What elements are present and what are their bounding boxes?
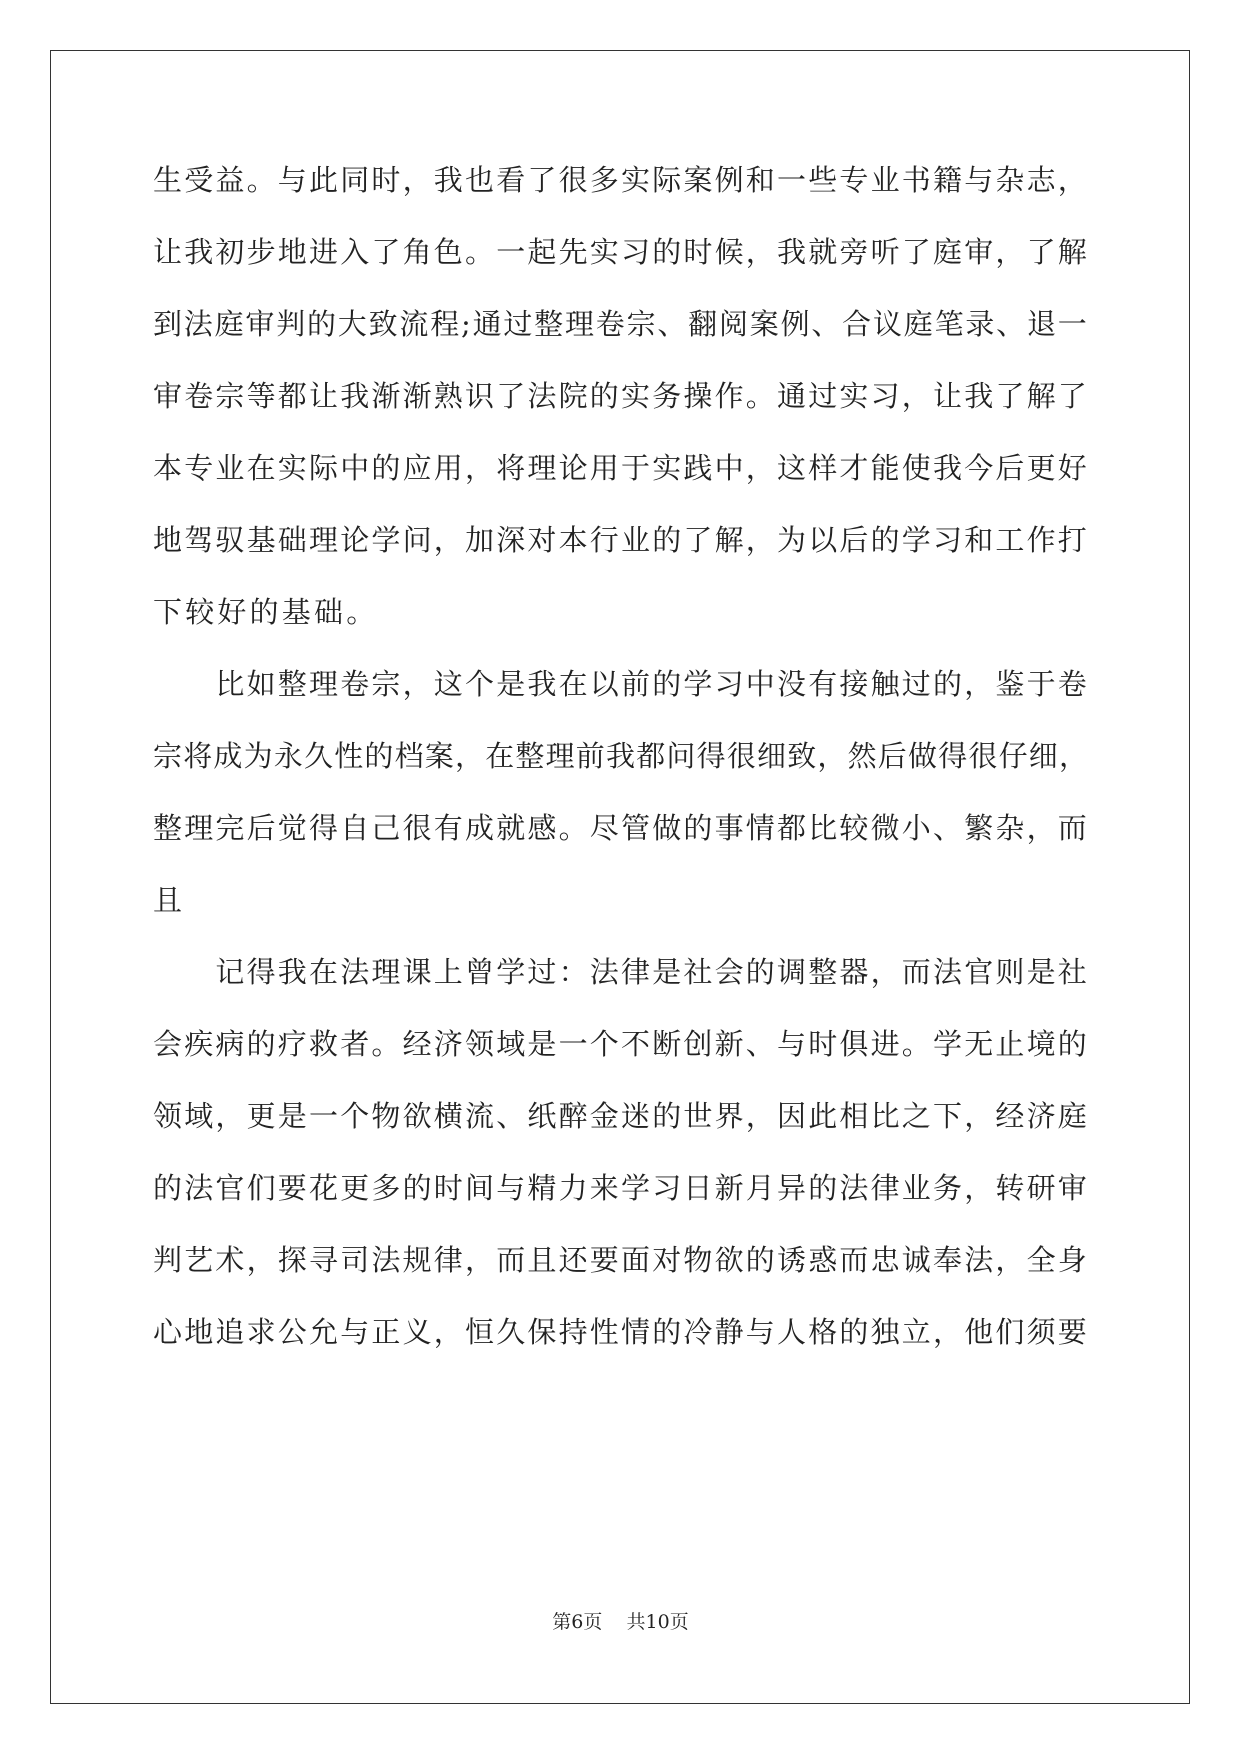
page-total: 共10页 [626, 1611, 689, 1633]
text-line: 整理完后觉得自己很有成就感。尽管做的事情都比较微小、繁杂，而 [153, 811, 1090, 845]
text-line: 判艺术，探寻司法规律，而且还要面对物欲的诱惑而忠诚奉法，全身 [153, 1243, 1090, 1277]
text-line: 且 [153, 883, 186, 917]
text-line: 宗将成为永久性的档案，在整理前我都问得很细致，然后做得很仔细， [153, 739, 1090, 773]
text-line: 审卷宗等都让我渐渐熟识了法院的实务操作。通过实习，让我了解了 [153, 379, 1090, 413]
page-number: 第6页 [552, 1611, 603, 1633]
footer-spacer [602, 1611, 626, 1633]
text-line: 领域，更是一个物欲横流、纸醉金迷的世界，因此相比之下，经济庭 [153, 1099, 1090, 1133]
text-line: 下较好的基础。 [153, 595, 379, 629]
text-line: 会疾病的疗救者。经济领域是一个不断创新、与时俱进。学无止境的 [153, 1027, 1090, 1061]
text-line: 生受益。与此同时，我也看了很多实际案例和一些专业书籍与杂志， [153, 163, 1090, 197]
page-footer [0, 1610, 1241, 1634]
text-line: 心地追求公允与正义，恒久保持性情的冷静与人格的独立，他们须要 [153, 1315, 1090, 1349]
text-line: 的法官们要花更多的时间与精力来学习日新月异的法律业务，转研审 [153, 1171, 1090, 1205]
text-line: 本专业在实际中的应用，将理论用于实践中，这样才能使我今后更好 [153, 451, 1090, 485]
text-line: 让我初步地进入了角色。一起先实习的时候，我就旁听了庭审，了解 [153, 235, 1090, 269]
page-border [50, 50, 1190, 1704]
text-line: 比如整理卷宗，这个是我在以前的学习中没有接触过的，鉴于卷 [153, 667, 1090, 701]
text-line: 记得我在法理课上曾学过：法律是社会的调整器，而法官则是社 [153, 955, 1090, 989]
text-line: 地驾驭基础理论学问，加深对本行业的了解，为以后的学习和工作打 [153, 523, 1090, 557]
text-line: 到法庭审判的大致流程;通过整理卷宗、翻阅案例、合议庭笔录、退一 [153, 307, 1089, 341]
